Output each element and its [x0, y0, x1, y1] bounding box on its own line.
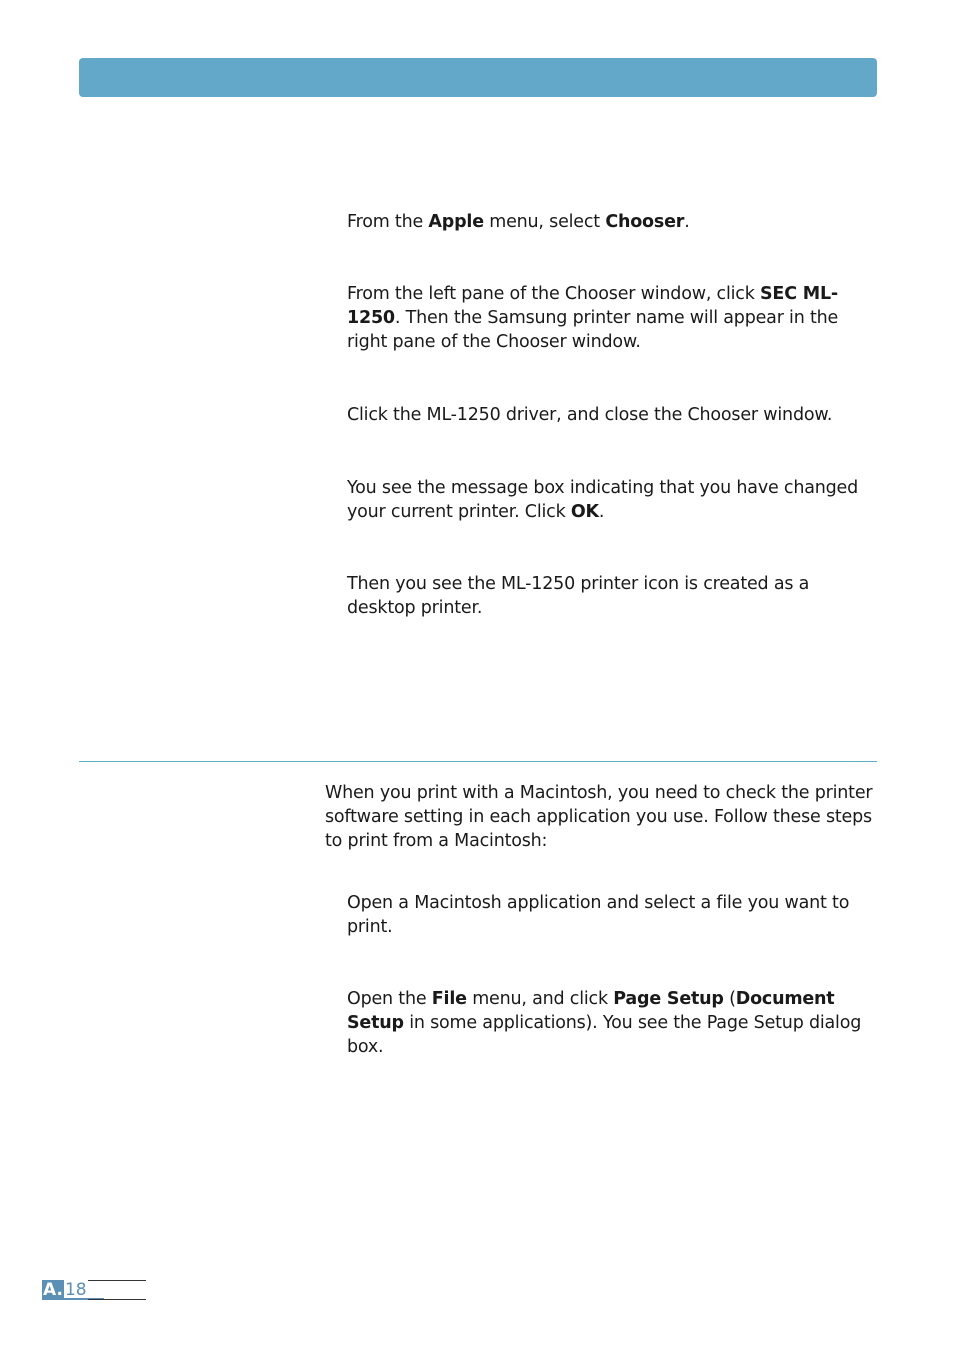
- step-select-chooser: From the Apple menu, select Chooser.: [347, 212, 690, 232]
- step-desktop-printer: Then you see the ML-1250 printer icon is created as a desktop printer.: [347, 574, 810, 618]
- section-divider: [79, 761, 877, 762]
- section-intro: When you print with a Macintosh, you need to check the printer software setting in each application you use. Follow these steps to print from a Macintosh:: [325, 783, 873, 851]
- step-message-box: You see the message box indicating that you have changed your current printer. Click OK.: [347, 478, 859, 522]
- header-bar: [79, 58, 877, 97]
- page-number-rule: [88, 1280, 146, 1300]
- step-open-page-setup: Open the File menu, and click Page Setup (Document Setup in some applications). You see the Page Setup dialog box.: [347, 989, 862, 1057]
- step-click-driver: Click the ML-1250 driver, and close the Chooser window.: [347, 405, 833, 425]
- page-num: 18: [64, 1280, 104, 1300]
- step-open-application: Open a Macintosh application and select a file you want to print.: [347, 893, 850, 937]
- page-prefix: A.: [43, 1280, 63, 1300]
- step-click-sec-ml1250: From the left pane of the Chooser window, click SEC ML-1250. Then the Samsung printer name will appear in the right pane of the Chooser window.: [347, 284, 839, 352]
